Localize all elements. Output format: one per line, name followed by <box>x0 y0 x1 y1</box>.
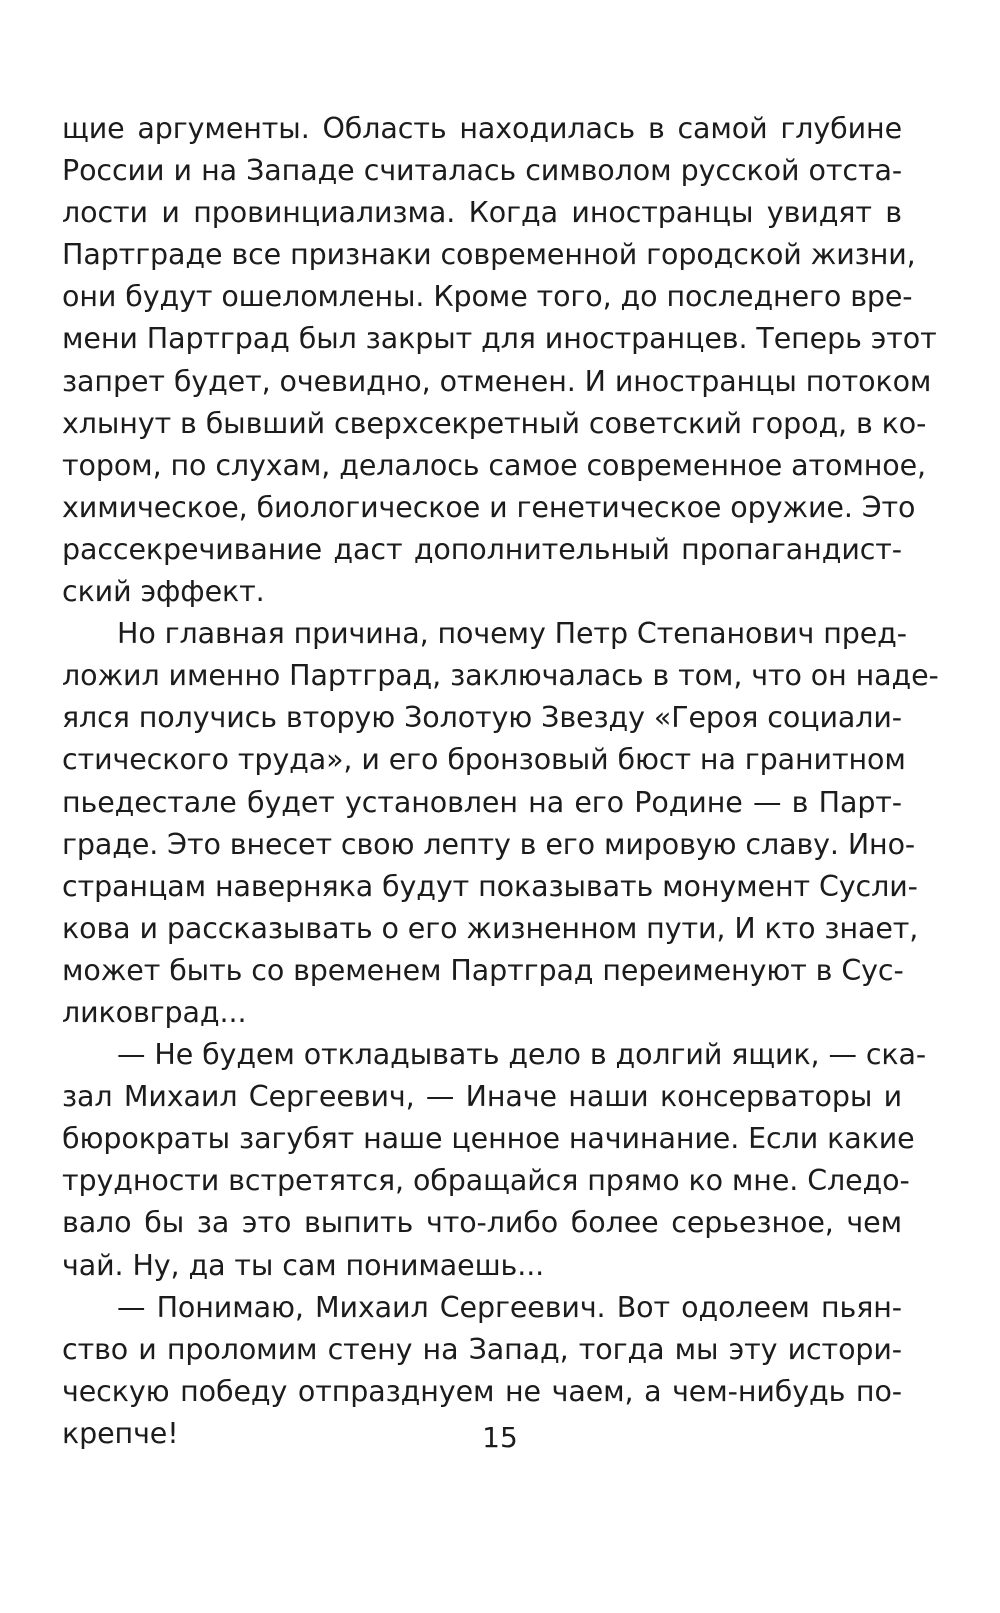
text-line: — Понимаю, Михаил Сергеевич. Вот одолеем пьян- <box>117 1290 902 1324</box>
body-text <box>62 108 939 1455</box>
paragraph-3 <box>62 1034 927 1287</box>
text-line: лости и провинциализма. Когда иностранцы увидят в <box>62 196 902 230</box>
text-line: чай. Ну, да ты сам понимаешь... <box>62 1248 545 1282</box>
text-line: запрет будет, очевидно, отменен. И иностранцы потоком <box>62 364 932 398</box>
paragraph-1 <box>62 108 937 613</box>
text-line: ство и проломим стену на Запад, тогда мы эту истори- <box>62 1332 902 1366</box>
text-line: трудности встретятся, обращайся прямо ко мне. Следо- <box>62 1164 910 1198</box>
text-line: вало бы за это выпить что-либо более серьезное, чем <box>62 1206 902 1240</box>
text-line: хлынут в бывший сверхсекретный советский город, в ко- <box>62 406 927 440</box>
text-line: кова и рассказывать о его жизненном пути, И кто знает, <box>62 911 919 945</box>
text-line: щие аргументы. Область находилась в самой глубине <box>62 112 902 145</box>
text-line: ликовград... <box>62 995 247 1029</box>
text-line: они будут ошеломлены. Кроме того, до последнего вре- <box>62 280 913 314</box>
text-line: может быть со временем Партград переименуют в Сус- <box>62 953 904 987</box>
text-line: ческую победу отпразднуем не чаем, а чем-нибудь по- <box>62 1374 902 1408</box>
text-line: рассекречивание даст дополнительный пропагандист- <box>62 532 902 566</box>
text-line: крепче! <box>62 1416 179 1450</box>
text-line: России и на Западе считалась символом русской отста- <box>62 154 902 188</box>
text-line: мени Партград был закрыт для иностранцев. Теперь этот <box>62 322 937 356</box>
text-line: пьедестале будет установлен на его Родине — в Парт- <box>62 785 902 819</box>
page-number: 15 <box>482 1421 518 1454</box>
text-line: химическое, биологическое и генетическое оружие. Это <box>62 490 916 524</box>
paragraph-2 <box>62 613 939 1034</box>
text-line: стического труда», и его бронзовый бюст на гранитном <box>62 743 906 777</box>
text-line: тором, по слухам, делалось самое современное атомное, <box>62 448 927 482</box>
text-line: ложил именно Партград, заключалась в том, что он наде- <box>62 659 939 693</box>
text-line: Но главная причина, почему Петр Степанович пред- <box>117 617 907 651</box>
text-line: — Не будем откладывать дело в долгий ящик, — ска- <box>117 1038 927 1072</box>
text-line: граде. Это внесет свою лепту в его мировую славу. Ино- <box>62 827 916 861</box>
text-line: бюрократы загубят наше ценное начинание. Если какие <box>62 1122 915 1156</box>
text-line: ялся получись вторую Золотую Звезду «Героя социали- <box>62 701 902 735</box>
text-line: зал Михаил Сергеевич, — Иначе наши консерваторы и <box>62 1080 902 1114</box>
text-line: странцам наверняка будут показывать монумент Сусли- <box>62 869 918 903</box>
text-line: Партграде все признаки современной городской жизни, <box>62 238 916 272</box>
text-line: ский эффект. <box>62 575 265 609</box>
